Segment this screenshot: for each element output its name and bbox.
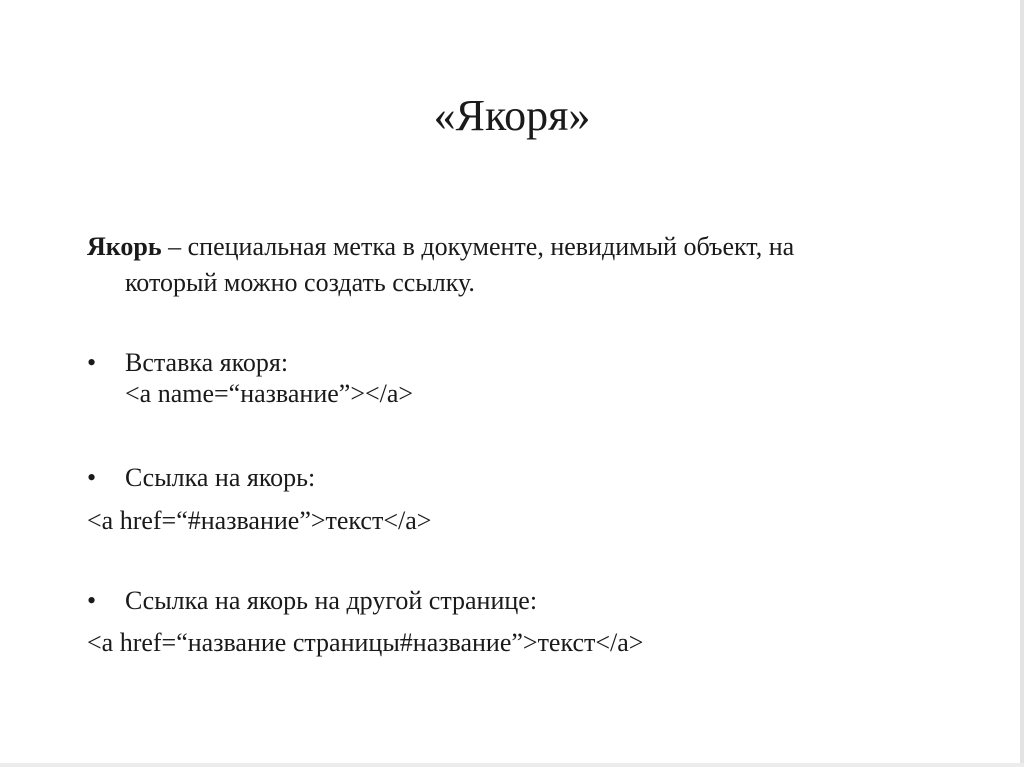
slide-edge-bottom [0,763,1024,767]
bullet-marker: • [87,586,97,615]
definition-line-2: который можно создать ссылку. [125,268,475,297]
bullet-heading-anchor-other-page: Ссылка на якорь на другой странице: [125,586,538,615]
code-anchor-link: <a href=“#название”>текст</a> [87,506,432,535]
definition-line-1 [87,231,794,263]
code-insert-anchor: <a name=“название”></a> [125,379,414,408]
definition-text: – специальная метка в документе, невидимый объект, на [161,232,795,261]
bullet-heading-insert-anchor: Вставка якоря: [125,348,289,377]
bullet-marker: • [87,348,97,377]
slide-title: «Якоря» [433,91,591,140]
definition-term: Якорь [87,232,162,261]
bullet-marker: • [87,463,97,492]
bullet-heading-anchor-link: Ссылка на якорь: [125,463,316,492]
code-anchor-other-page: <a href=“название страницы#название”>текст</a> [87,628,644,657]
